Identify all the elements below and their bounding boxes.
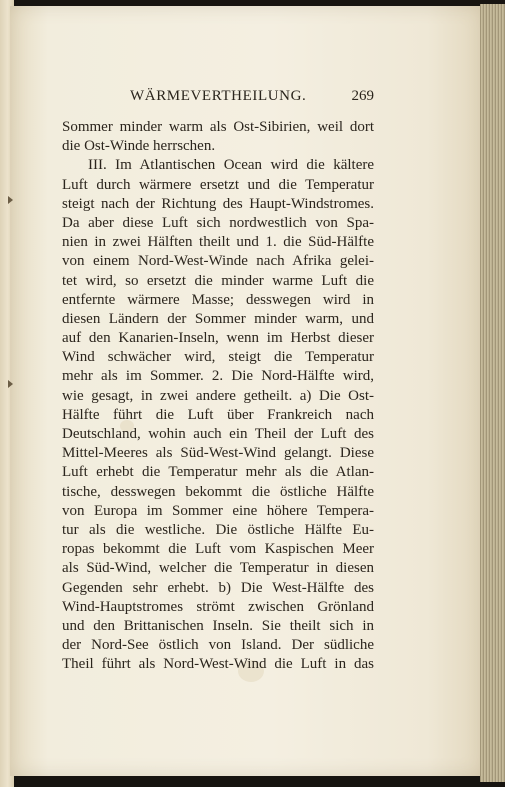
text-line: Wind-Hauptstromes strömt zwischen Grönland bbox=[62, 598, 374, 615]
margin-mark bbox=[8, 380, 13, 388]
text-line: der Nord-See östlich von Island. Der südliche bbox=[62, 637, 374, 654]
text-line: steigt nach der Richtung des Haupt-Windstromes. bbox=[62, 195, 374, 212]
page-block-edge bbox=[480, 4, 505, 782]
text-line: nien in zwei Hälften theilt und 1. die Süd-Hälfte bbox=[62, 234, 374, 251]
body-text bbox=[62, 118, 374, 674]
text-line: Deutschland, wohin auch ein Theil der Luft des bbox=[62, 426, 374, 442]
text-line: und den Brittanischen Inseln. Sie theilt sich in bbox=[62, 617, 374, 634]
text-line: III. Im Atlantischen Ocean wird die kältere bbox=[88, 157, 374, 174]
text-line: wie gesagt, in zwei andere getheilt. a) Die Ost- bbox=[62, 387, 374, 404]
text-line: Theil führt als Nord-West-Wind die Luft in das bbox=[62, 656, 374, 673]
text-line: tur als die westliche. Die östliche Hälfte Eu- bbox=[62, 521, 374, 538]
text-line: entfernte wärmere Masse; desswegen wird in bbox=[62, 291, 374, 308]
text-line: als Süd-Wind, welcher die Temperatur in diesen bbox=[62, 560, 374, 577]
text-line: Sommer minder warm als Ost-Sibirien, weil dort bbox=[62, 119, 374, 135]
text-line: Luft erhebt die Temperatur mehr als die Atlan- bbox=[62, 464, 374, 481]
text-line: diesen Ländern der Sommer minder warm, und bbox=[62, 310, 374, 327]
text-line: Hälfte führt die Luft über Frankreich nach bbox=[62, 406, 374, 423]
text-line: von einem Nord-West-Winde nach Afrika gelei- bbox=[62, 253, 374, 270]
running-title: WÄRMEVERTHEILUNG. bbox=[130, 88, 307, 104]
text-line: tet wird, so ersetzt die minder warme Luft die bbox=[62, 272, 374, 289]
text-line: Gegenden sehr erhebt. b) Die West-Hälfte des bbox=[62, 579, 374, 596]
text-line: Da aber diese Luft sich nordwestlich von Spa- bbox=[62, 214, 374, 231]
page-header bbox=[62, 88, 374, 110]
text-line: auf den Kanarien-Inseln, wenn im Herbst dieser bbox=[62, 330, 374, 347]
text-line: ropas bekommt die Luft vom Kaspischen Meer bbox=[62, 541, 374, 558]
text-line: von Europa im Sommer eine höhere Tempera- bbox=[62, 502, 374, 519]
text-line: Wind schwächer wird, steigt die Temperatur bbox=[62, 349, 374, 366]
text-line: mehr als im Sommer. 2. Die Nord-Hälfte wird, bbox=[62, 368, 374, 385]
text-line: die Ost-Winde herrschen. bbox=[62, 138, 216, 155]
page-number: 269 bbox=[351, 88, 374, 104]
text-line: Mittel-Meeres als Süd-West-Wind gelangt. Diese bbox=[62, 445, 374, 462]
text-line: Luft durch wärmere ersetzt und die Temperatur bbox=[62, 176, 374, 193]
margin-mark bbox=[8, 196, 13, 204]
text-line: tische, desswegen bekommt die östliche Hälfte bbox=[62, 483, 374, 500]
